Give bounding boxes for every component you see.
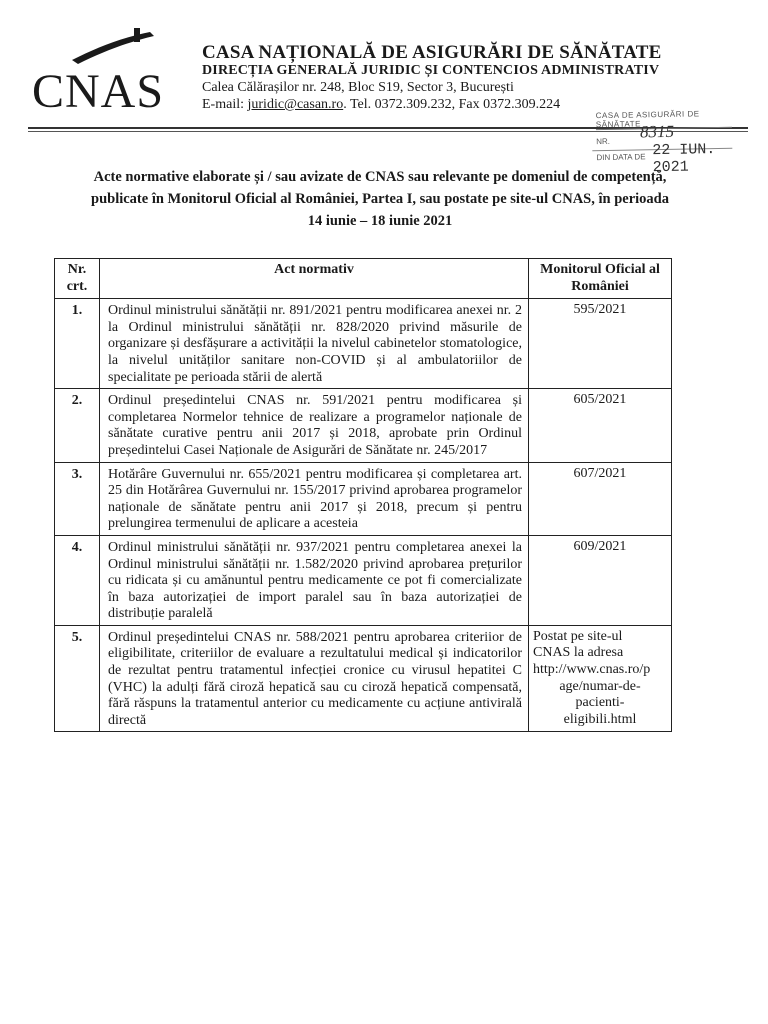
row-number: 4.	[55, 535, 100, 625]
row-act: Ordinul președintelui CNAS nr. 588/2021 pentru aprobarea criteriior de eligibilitate, criteriilor de evaluare a rezultatului medical și indicatorilor de rezultat pentru tratamentul infecției cronice cu virusul hepatitei C (VHC) la adulți fără ciroză hepatică sau cu ciroză hepatică compensată, fără răspuns la tratamentul anterior cu medicamente cu acțiune antivirală directă	[100, 625, 529, 732]
org-department: DIRECȚIA GENERALĂ JURIDIC ȘI CONTENCIOS ADMINISTRATIV	[202, 63, 660, 78]
row-number: 3.	[55, 462, 100, 535]
row-act: Ordinul președintelui CNAS nr. 591/2021 pentru modificarea și completarea Normelor tehnice de realizare a programelor naționale de sănătate curative pentru anii 2017 și 2018, aprobate prin Ordinul președintelui Casei Naționale de Asigurări de Sănătate nr. 245/2017	[100, 389, 529, 462]
table-row	[55, 625, 672, 732]
header-act: Act normativ	[100, 259, 529, 299]
row-monitor: 605/2021	[529, 389, 672, 462]
stamp-heading: CASA DE ASIGURĂRI DE SĂNĂTATE	[596, 109, 732, 130]
registration-stamp	[592, 101, 733, 177]
posted-url-line[interactable]: eligibili.html	[563, 711, 637, 727]
org-address: Calea Călărașilor nr. 248, Bloc S19, Sector 3, București	[202, 80, 514, 95]
row-act: Hotărâre Guvernului nr. 655/2021 pentru modificarea și completarea art. 25 din Hotărârea Guvernului nr. 155/2017 privind aprobarea programelor naționale de sănătate pentru anii 2017 și 2018, precum și pentru prelungirea termenului de aplicare a acesteia	[100, 462, 529, 535]
acts-table	[54, 258, 672, 732]
stamp-nr-label: NR.	[596, 136, 611, 147]
logo-text: CNAS	[32, 65, 165, 118]
table-row	[55, 535, 672, 625]
posted-url-line[interactable]: http://www.cnas.ro/p	[533, 662, 651, 678]
header-monitor: Monitorul Oficial al României	[529, 259, 672, 299]
posted-line: Postat pe site-ul	[533, 628, 623, 644]
cnas-logo	[28, 26, 188, 122]
email-link[interactable]: juridic@casan.ro	[247, 97, 344, 112]
row-monitor-posted	[529, 625, 672, 732]
stamp-date-label: DIN DATA DE	[596, 152, 646, 163]
email-label: E-mail:	[202, 97, 244, 112]
posted-line: CNAS la adresa	[533, 645, 624, 661]
table-row	[55, 462, 672, 535]
document-title: Acte normative elaborate și / sau avizate de CNAS sau relevante pe domeniul de competență, publicate în Monitorul Oficial al României, Partea I, sau postate pe site-ul CNAS, în perioada 14 iunie – 18 iunie 2021	[91, 169, 669, 229]
row-number: 1.	[55, 299, 100, 389]
table-header-row	[55, 259, 672, 299]
row-act: Ordinul ministrului sănătății nr. 891/2021 pentru modificarea anexei nr. 2 la Ordinul ministrului sănătății nr. 828/2020 privind măsurile de organizare și desfășurare a activității la nivelul cabinetelor stomatologice, la nivelul unităților sanitare non-COVID și al ambulatoriilor de specialitate pe perioada stării de alertă	[100, 299, 529, 389]
row-monitor: 609/2021	[529, 535, 672, 625]
posted-url-line[interactable]: pacienti-	[575, 695, 625, 711]
header-nr: Nr. crt.	[55, 259, 100, 299]
table-row	[55, 389, 672, 462]
table-row	[55, 299, 672, 389]
row-monitor: 607/2021	[529, 462, 672, 535]
org-name: CASA NAȚIONALĂ DE ASIGURĂRI DE SĂNĂTATE	[202, 42, 662, 63]
posted-url-line[interactable]: age/numar-de-	[559, 678, 641, 694]
row-monitor: 595/2021	[529, 299, 672, 389]
row-number: 5.	[55, 625, 100, 732]
stamp-nr-value: 8315	[639, 121, 675, 142]
row-number: 2.	[55, 389, 100, 462]
roof-swoosh-icon	[68, 26, 168, 66]
stamp-date-value: 22 IUN. 2021	[652, 141, 716, 177]
phone-fax: . Tel. 0372.309.232, Fax 0372.309.224	[343, 97, 561, 112]
row-act: Ordinul ministrului sănătății nr. 937/2021 pentru completarea anexei la Ordinul ministrului sănătății nr. 1.582/2020 privind aprobarea prețurilor cu ridicata și cu amănuntul pentru medicamente ce pot fi comercializate în baza autorizației de import paralel sau în baza autorizației de distribuție paralelă	[100, 535, 529, 625]
